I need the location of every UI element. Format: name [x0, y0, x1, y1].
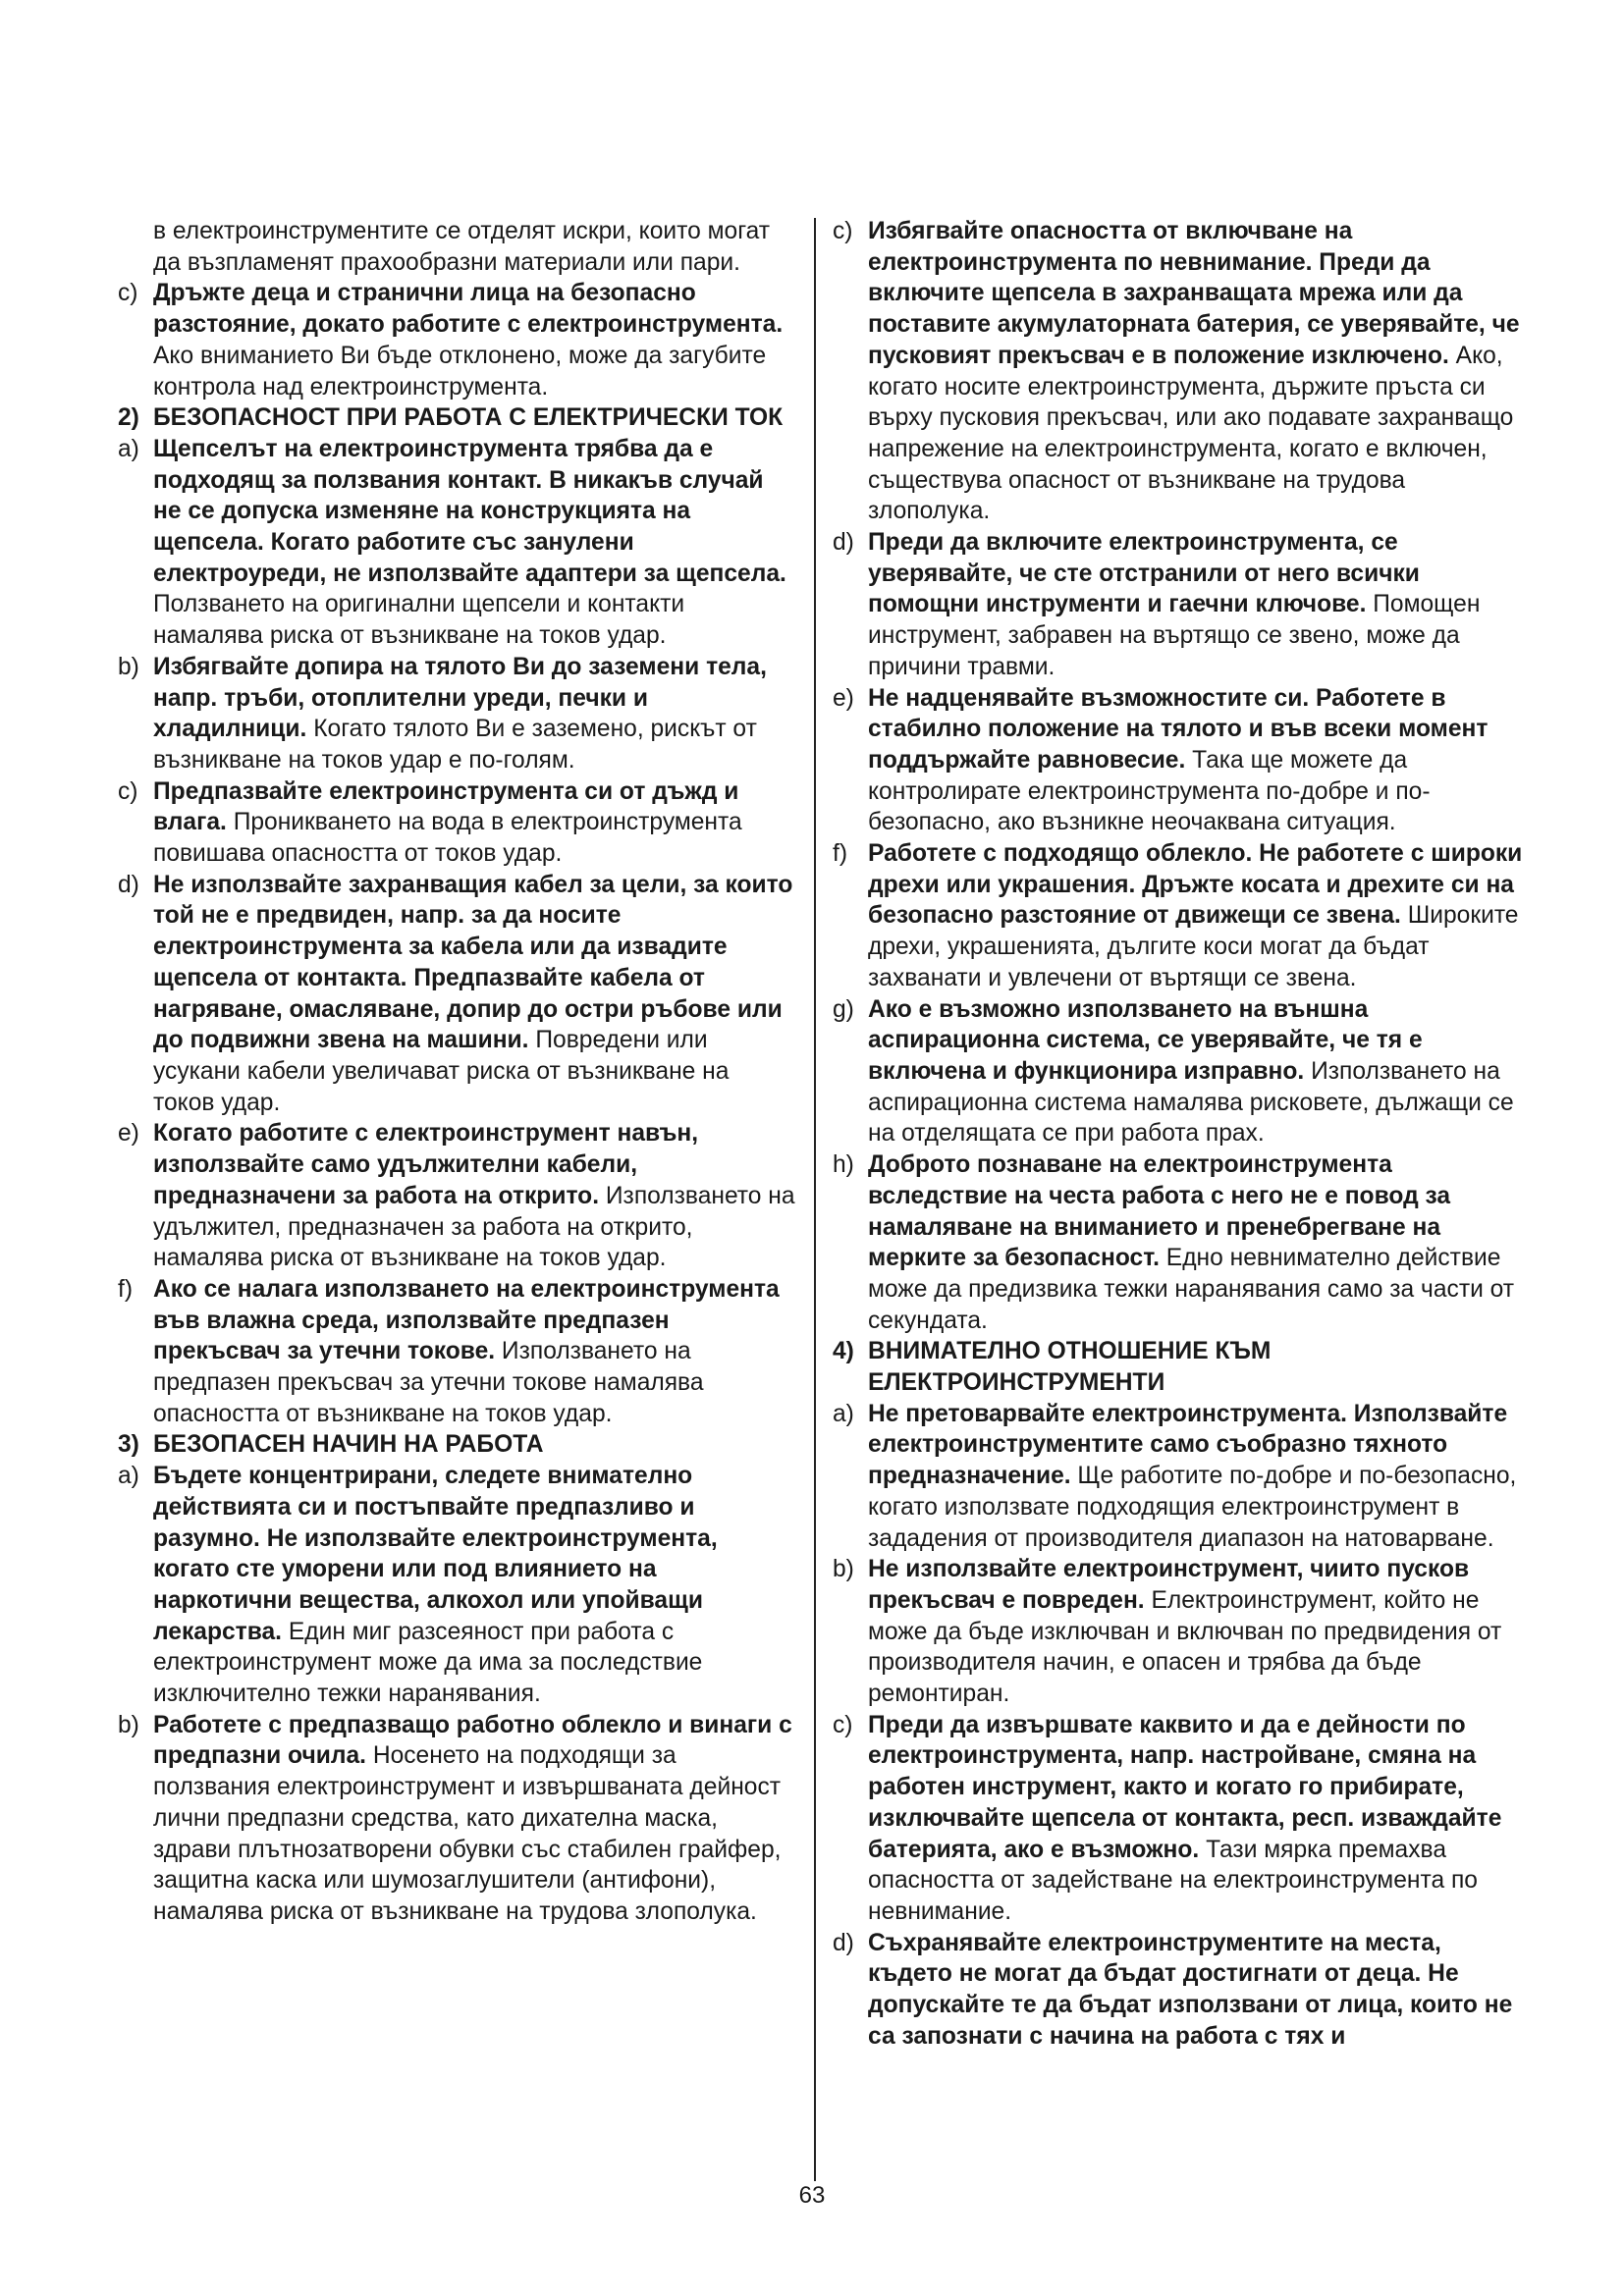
item-content: [868, 216, 1532, 527]
list-item: [833, 216, 1532, 527]
item-content: [868, 527, 1532, 683]
section-heading: [833, 1336, 1532, 1398]
item-bold-text: Преди да включите електроинструмента, се уверявайте, че сте отстранили от него всички помощни инструменти и гаечни ключове.: [868, 529, 1420, 618]
item-content: [868, 1710, 1532, 1928]
item-marker: a): [833, 1400, 854, 1427]
list-item: [833, 1928, 1532, 2053]
section-title: БЕЗОПАСЕН НАЧИН НА РАБОТА: [153, 1431, 544, 1459]
item-text: Ще работите по-добре и по-безопасно, когато използвате подходящия електроинструмент в зададения от производителя диапазон на натоварване.: [868, 1463, 1517, 1552]
item-bold-text: Не надценявайте възможностите си. Работете в стабилно положение на тялото и във всеки момент поддържайте равновесие.: [868, 684, 1489, 774]
list-item: [833, 1554, 1532, 1710]
item-content: [153, 1710, 795, 1928]
item-content: [153, 402, 795, 434]
list-item: [118, 1461, 795, 1710]
item-marker: c): [118, 280, 138, 307]
item-marker: b): [833, 1556, 854, 1583]
item-text: Повредени или усукани кабели увеличават риска от възникване на токов удар.: [153, 1027, 730, 1116]
item-marker: g): [833, 995, 854, 1023]
item-marker: d): [833, 1929, 854, 1956]
item-text: Използването на аспирационна система намалява рисковете, дължащи се на отделящата се при работа прах.: [868, 1057, 1514, 1148]
list-item: [118, 278, 795, 402]
item-bold-text: Ако се налага използването на електроинструмента във влажна среда, използвайте предпазен прекъсвач за утечни токове.: [153, 1275, 780, 1365]
item-content: [153, 1429, 795, 1461]
item-bold-text: Работете с предпазващо работно облекло и винаги с предпазни очила.: [153, 1711, 792, 1770]
item-content: [868, 1928, 1532, 2053]
item-text: Широките дрехи, украшенията, дългите коси могат да бъдат захванати и увлечени от въртящи се звена.: [868, 902, 1519, 991]
item-marker: 2): [118, 404, 139, 432]
list-item: [833, 527, 1532, 683]
item-content: [868, 1399, 1532, 1555]
item-marker: d): [833, 529, 854, 557]
item-marker: c): [833, 218, 853, 244]
item-content: [153, 434, 795, 652]
item-text: Така ще можете да контролирате електроинструмента по-добре и по-безопасно, ако възникне неочаквана ситуация.: [868, 746, 1431, 836]
item-text: Ползването на оригинални щепсели и контакти намалява риска от възникване на токов удар.: [153, 591, 685, 650]
list-item: [833, 994, 1532, 1150]
item-text: Електроинструмент, който не може да бъде изключван и включван по предвидения от производителя начин, е опасен и трябва да бъде ремонтиран.: [868, 1586, 1502, 1708]
item-content: [153, 652, 795, 776]
item-content: [868, 1554, 1532, 1710]
item-text: Един миг разсеяност при работа с електроинструмент може да има за последствие изключително тежки наранявания.: [153, 1618, 703, 1708]
item-bold-text: Съхранявайте електроинструментите на места, където не могат да бъдат достигнати от деца. Не допускайте те да бъдат използвани от лица, които не са запознати с начина на работа с тях и: [868, 1929, 1513, 2050]
list-item: [833, 1710, 1532, 1928]
item-marker: d): [118, 871, 139, 898]
list-item: [118, 870, 795, 1119]
list-item: [118, 652, 795, 776]
item-marker: e): [833, 684, 854, 712]
section-title: ВНИМАТЕЛНО ОТНОШЕНИЕ КЪМ ЕЛЕКТРОИНСТРУМЕНТИ: [868, 1338, 1272, 1397]
item-bold-text: Не използвайте електроинструмент, чиито пусков прекъсвач е повреден.: [868, 1556, 1470, 1614]
item-bold-text: Избягвайте опасността от включване на електроинструмента по невнимание. Преди да включите щепсела в захранващата мрежа или да поставите акумулаторната батерия, се уверявайте, че пусковият прекъсвач е в положение изключено.: [868, 218, 1520, 369]
item-content: [868, 1149, 1532, 1336]
item-content: [153, 278, 795, 402]
item-text: Едно невнимателно действие може да предизвика тежки наранявания само за части от секундата.: [868, 1245, 1515, 1334]
item-marker: 3): [118, 1431, 139, 1459]
list-item: [118, 1118, 795, 1274]
column-divider: [814, 218, 816, 2181]
item-marker: f): [833, 840, 848, 868]
item-text: Използването на удължител, предназначен за работа на открито, намалява риска от възникване на токов удар.: [153, 1182, 795, 1272]
item-marker: e): [118, 1120, 139, 1148]
item-text: Когато тялото Ви е заземено, рискът от възникване на токов удар е по-голям.: [153, 716, 757, 774]
item-marker: a): [118, 1463, 139, 1490]
item-bold-text: Ако е възможно използването на външна аспирационна система, се уверявайте, че тя е включена и функционира изправно.: [868, 995, 1423, 1085]
item-bold-text: Не претоварвайте електроинструмента. Използвайте електроинструментите само съобразно тяхното предназначение.: [868, 1400, 1508, 1490]
item-bold-text: Преди да извършвате каквито и да е дейности по електроинструмента, напр. настройване, смяна на работен инструмент, както и когато го прибирате, изключвайте щепсела от контакта, респ. изваждайте батерията, ако е възможно.: [868, 1711, 1502, 1863]
left-column: [118, 216, 795, 1928]
item-marker: f): [118, 1275, 134, 1303]
item-text: Тази мярка премахва опасността от задействане на електроинструмента по невнимание.: [868, 1836, 1478, 1925]
list-item: [118, 1274, 795, 1430]
item-content: [153, 776, 795, 870]
item-marker: c): [833, 1711, 853, 1738]
item-content: [153, 1118, 795, 1274]
item-content: [153, 1274, 795, 1430]
item-bold-text: Доброто познаване на електроинструмента вследствие на честа работа с него не е повод за намаляване на вниманието и пренебрегване на мерките за безопасност.: [868, 1151, 1451, 1272]
item-content: [868, 838, 1532, 994]
item-content: [868, 683, 1532, 839]
item-content: [868, 1336, 1532, 1398]
section-heading: [118, 1429, 795, 1461]
item-text: Ако, когато носите електроинструмента, държите пръста си върху пусковия прекъсвач, или ако подавате захранващо напрежение на електроинструмента, когато е включен, съществува опасност от възникване на трудова злополука.: [868, 342, 1514, 525]
item-text: Носенето на подходящи за ползвания електроинструмент и извършваната дейност лични предпазни средства, като дихателна маска, здрави плътнозатворени обувки със стабилен грайфер, защитна каска или шумозаглушители (антифони), намалява риска от възникване на трудова злополука.: [153, 1742, 782, 1925]
section-heading: [118, 402, 795, 434]
item-marker: h): [833, 1151, 854, 1179]
left-list: [118, 278, 795, 1927]
item-bold-text: Избягвайте допира на тялото Ви до заземени тела, напр. тръби, отоплителни уреди, печки и хладилници.: [153, 653, 767, 743]
item-bold-text: Бъдете концентрирани, следете внимателно действията си и постъпвайте предпазливо и разумно. Не използвайте електроинструмента, когато сте уморени или под влиянието на наркотични вещества, алкохол или упойващи лекарства.: [153, 1463, 718, 1645]
list-item: [833, 1149, 1532, 1336]
right-list: [833, 216, 1532, 2052]
item-bold-text: Предпазвайте електроинструмента си от дъжд и влага.: [153, 777, 739, 836]
item-text: Ако вниманието Ви бъде отклонено, може да загубите контрола над електроинструмента.: [153, 342, 767, 400]
right-column: [833, 216, 1532, 2052]
item-text: Използването на предпазен прекъсвач за утечни токове намалява опасността от възникване на токов удар.: [153, 1338, 704, 1427]
list-item: [118, 434, 795, 652]
item-content: [153, 1461, 795, 1710]
item-bold-text: Не използвайте захранващия кабел за цели, за които той не е предвиден, напр. за да носите електроинструмента за кабела или да извадите щепсела от контакта. Предпазвайте кабела от нагряване, омасляване, допир до остри ръбове или до подвижни звена на машини.: [153, 871, 793, 1054]
item-marker: b): [118, 1711, 139, 1738]
list-item: [118, 1710, 795, 1928]
item-marker: b): [118, 653, 139, 680]
item-content: [153, 870, 795, 1119]
item-bold-text: Щепселът на електроинструмента трябва да е подходящ за ползвания контакт. В никакъв случай не се допуска изменяне на конструкцията на щепсела. Когато работите със занулени електроуреди, не използвайте адаптери за щепсела.: [153, 435, 786, 587]
item-marker: 4): [833, 1338, 854, 1365]
page-number: 63: [798, 2182, 826, 2209]
list-item: [118, 776, 795, 870]
item-text: Помощен инструмент, забравен на въртящо се звено, може да причини травми.: [868, 591, 1481, 680]
item-bold-text: Когато работите с електроинструмент навън, използвайте само удължителни кабели, предназначени за работа на открито.: [153, 1120, 699, 1209]
item-marker: c): [118, 777, 138, 805]
item-text: Проникването на вода в електроинструмента повишава опасността от токов удар.: [153, 809, 742, 868]
list-item: [833, 838, 1532, 994]
list-item: [833, 1399, 1532, 1555]
continued-paragraph: в електроинструментите се отделят искри, които могат да възпламенят прахообразни материали или пари.: [153, 218, 771, 276]
section-title: БЕЗОПАСНОСТ ПРИ РАБОТА С ЕЛЕКТРИЧЕСКИ ТОК: [153, 404, 784, 432]
item-marker: a): [118, 435, 139, 462]
item-content: [868, 994, 1532, 1150]
item-bold-text: Дръжте деца и странични лица на безопасно разстояние, докато работите с електроинструмента.: [153, 280, 784, 339]
item-bold-text: Работете с подходящо облекло. Не работете с широки дрехи или украшения. Дръжте косата и дрехите си на безопасно разстояние от движещи се звена.: [868, 840, 1523, 930]
list-item: [833, 683, 1532, 839]
